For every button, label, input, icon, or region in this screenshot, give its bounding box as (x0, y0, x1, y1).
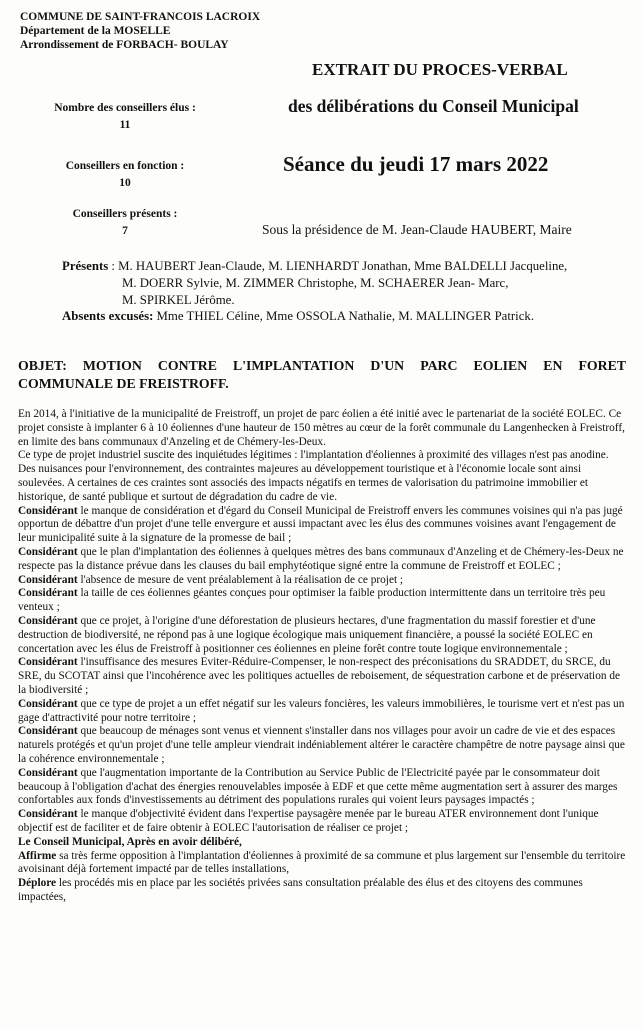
stat-elus (50, 100, 200, 134)
objet-line-2: COMMUNALE DE FREISTROFF. (18, 376, 229, 391)
affirme-text: sa très ferme opposition à l'implantation d'éoliennes à proximité de sa commune et plus largement sur l'ensemble du territoire avoisinant déjà fortement impacté par de telles installations, (18, 849, 626, 876)
presidence: Sous la présidence de M. Jean-Claude HAUBERT, Maire (262, 222, 572, 237)
affirme-keyword: Affirme (18, 849, 57, 862)
considerant-keyword: Considérant (18, 614, 78, 627)
considerant-text: l'absence de mesure de vent préalablement à la réalisation de ce projet ; (77, 573, 404, 586)
considerant-text: le manque de considération et d'égard du Conseil Municipal de Freistroff envers les communes voisines qui n'a pas jugé opportun de débattre d'un projet d'une telle envergure et aussi impactant avec les élus des communes voisines avant l'engagement de leur municipalité suite à la signature de la promesse de bail ; (18, 504, 623, 545)
considerant-keyword: Considérant (18, 504, 78, 517)
intro-paragraph: En 2014, à l'initiative de la municipalité de Freistroff, un projet de parc éolien a été initié avec le partenariat de la société EOLEC. Ce projet consiste à implanter 6 à 10 éoliennes d'une hauteur de 150 mètres au cœur de la forêt communale du Langenhecken à Freistroff, en limite des bans communaux d'Anzeling et de Chémery-les-Deux. (18, 408, 625, 448)
conseil-municipal-line: Le Conseil Municipal, Après en avoir délibéré, (18, 835, 242, 848)
considerant-text: le manque d'objectivité évident dans l'expertise paysagère menée par le bureau ATER environnement dont l'unique objectif est de faciliter et de faire obtenir à EOLEC l'autorisation de réaliser ce projet ; (18, 808, 599, 834)
departement: Département de la MOSELLE (20, 25, 171, 37)
deplore-text: les procédés mis en place par les sociétés privées sans consultation préalable des élus et des citoyens des communes impactées, (18, 877, 583, 903)
considerant-paragraph (18, 656, 628, 697)
absents-label: Absents excusés: (62, 309, 154, 323)
considerant-paragraph (18, 725, 628, 766)
considerant-keyword: Considérant (18, 587, 78, 600)
considerant-keyword: Considérant (18, 766, 78, 779)
presents-label: Présents (62, 259, 109, 273)
considerant-text: la taille de ces éoliennes géantes conçues pour optimiser la faible production intermittente dans un territoire très peu venteux ; (18, 587, 606, 614)
considerant-paragraph (18, 698, 628, 726)
commune-header (20, 10, 260, 52)
stat-presents (50, 206, 200, 240)
considerant-text: que l'augmentation importante de la Contribution au Service Public de l'Electricité payée par le consommateur doit beaucoup à l'obligation d'achat des énergies renouvelables imposée à EDF et que cette même augmentation sert à assurer des marges confortables aux fonds d'investissements au détriment des populations rurales qui voient leurs paysages impactés ; (18, 766, 618, 807)
considerant-paragraph (18, 546, 628, 574)
stat-label: Conseillers en fonction : (65, 160, 185, 172)
considerant-keyword: Considérant (18, 573, 78, 586)
considerant-paragraph (18, 505, 628, 546)
presents-line-3: M. SPIRKEL Jérôme. (122, 293, 235, 307)
deplore-paragraph (18, 877, 628, 905)
arrondissement: Arrondissement de FORBACH- BOULAY (20, 39, 229, 51)
considerant-paragraph (18, 574, 628, 588)
affirme-paragraph (18, 850, 628, 878)
considerant-keyword: Considérant (18, 725, 78, 738)
considerant-text: que le plan d'implantation des éoliennes à quelques mètres des bans communaux d'Anzeling et de Chémery-les-Deux ne respecte pas la distance prévue dans les clauses du bail emphytéotique signé entre la commune de Freistroff et EOLEC ; (18, 545, 624, 572)
considerant-paragraph (18, 587, 628, 615)
intro-paragraph: Ce type de projet industriel suscite des inquiétudes légitimes : l'implantation d'éoliennes à proximité des villages n'est pas anodine. Des nuisances pour l'environnement, des contraintes majeures au développement touristique et à l'économie locale sont ainsi soulevées. A certaines de ces craintes sont associés des impacts négatifs en termes de valorisation du patrimoine immobilier et historique, de santé publique et surtout de dégradation du cadre de vie. (18, 449, 609, 503)
document-title: EXTRAIT DU PROCES-VERBAL (312, 60, 568, 79)
document-subtitle: des délibérations du Conseil Municipal (288, 96, 579, 116)
absents-text: Mme THIEL Céline, Mme OSSOLA Nathalie, M. MALLINGER Patrick. (153, 309, 535, 323)
presents-line-1: : M. HAUBERT Jean-Claude, M. LIENHARDT Jonathan, Mme BALDELLI Jacqueline, (108, 259, 568, 273)
considerant-text: que ce projet, à l'origine d'une déforestation de plusieurs hectares, d'une fragmentation du massif forestier et d'une destruction de biodiversité, ne répond pas à une logique écologique mais uniquement financière, a poussé la société EOLEC en concertation avec les élus de Freistroff à positionner ces éoliennes en pleine forêt contre toute logique environnementale ; (18, 614, 596, 655)
commune-name: COMMUNE DE SAINT-FRANCOIS LACROIX (20, 11, 261, 23)
stat-value: 11 (119, 119, 131, 131)
considerant-text: que ce type de projet a un effet négatif sur les valeurs foncières, les valeurs immobilières, le tourisme vert et n'est pas un gage d'attractivité pour notre territoire ; (18, 697, 625, 724)
considerant-text: que beaucoup de ménages sont venus et viennent s'installer dans nos villages pour avoir un cadre de vie et des espaces naturels protégés et qu'un projet d'une telle ampleur viendrait indéniablement altérer le caractère champêtre de notre paysage ainsi que la cohérence environnementale ; (18, 725, 625, 765)
considerant-keyword: Considérant (18, 545, 78, 558)
stat-value: 7 (122, 225, 128, 237)
objet-heading (18, 357, 626, 393)
seance-date: Séance du jeudi 17 mars 2022 (283, 152, 549, 176)
presents-block (62, 258, 632, 309)
considerant-keyword: Considérant (18, 697, 78, 710)
considerant-paragraph (18, 767, 628, 808)
considerant-text: l'insuffisance des mesures Eviter-Réduire-Compenser, le non-respect des préconisations du SRADDET, du SRCE, du SRE, du SCOTAT ainsi que l'incohérence avec les politiques actuelles de reboisement, de séquestration carbone et de préservation de la biodiversité ; (18, 656, 620, 696)
stat-value: 10 (119, 177, 131, 189)
presents-line-2: M. DOERR Sylvie, M. ZIMMER Christophe, M. SCHAERER Jean- Marc, (122, 276, 509, 290)
stat-label: Conseillers présents : (72, 208, 178, 220)
considerant-keyword: Considérant (18, 656, 78, 669)
deplore-keyword: Déplore (18, 877, 57, 890)
absents-block (62, 309, 632, 324)
considerant-keyword: Considérant (18, 808, 78, 821)
deliberation-body (18, 408, 628, 905)
stat-en-fonction (50, 158, 200, 192)
objet-line-1: OBJET: MOTION CONTRE L'IMPLANTATION D'UN PARC EOLIEN EN FORET (18, 358, 626, 373)
considerant-paragraph (18, 615, 628, 656)
considerant-paragraph (18, 808, 628, 836)
stat-label: Nombre des conseillers élus : (54, 102, 196, 114)
